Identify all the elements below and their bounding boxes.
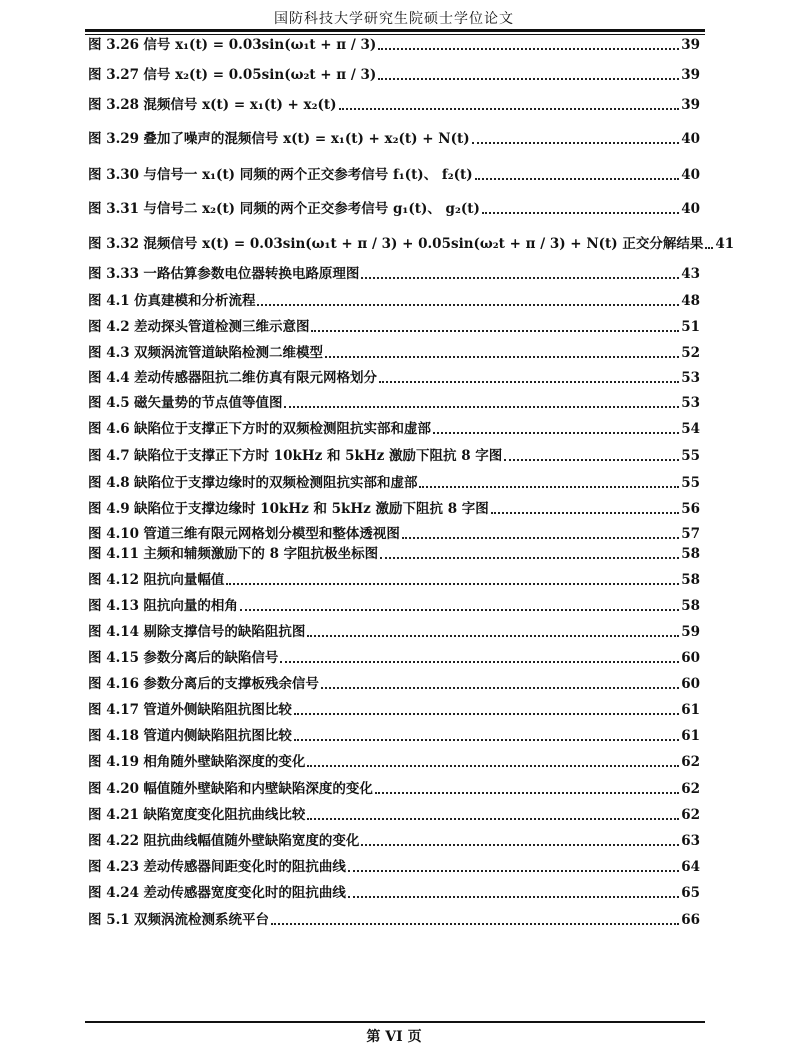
figure-title: 幅值随外壁缺陷和内壁缺陷深度的变化 — [143, 781, 373, 797]
figure-title: 一路估算参数电位器转换电路原理图 — [143, 266, 360, 282]
figure-number: 图 4.6 — [88, 421, 130, 437]
figure-title: 参数分离后的缺陷信号 — [143, 650, 279, 666]
toc-entry[interactable] — [88, 623, 700, 641]
figure-number: 图 4.23 — [88, 859, 140, 875]
dot-leader — [361, 277, 679, 279]
page-number-ref: 58 — [681, 572, 700, 588]
toc-entry[interactable] — [88, 318, 700, 336]
toc-entry[interactable] — [88, 166, 700, 184]
figure-number: 图 3.32 — [88, 236, 140, 252]
page-number-ref: 52 — [681, 345, 700, 361]
page-number-ref: 58 — [681, 546, 700, 562]
page-number-ref: 39 — [681, 67, 700, 83]
figure-number: 图 4.7 — [88, 448, 130, 464]
figure-title: 与信号一 x₁(t) 同频的两个正交参考信号 f₁(t)、 f₂(t) — [143, 167, 473, 183]
dot-leader — [348, 896, 679, 898]
figure-title: 相角随外壁缺陷深度的变化 — [143, 754, 306, 770]
dot-leader — [307, 635, 679, 637]
figure-number: 图 3.30 — [88, 167, 140, 183]
figure-number: 图 4.24 — [88, 885, 140, 901]
page-number-ref: 62 — [681, 781, 700, 797]
page-number-ref: 55 — [681, 448, 700, 464]
figure-number: 图 4.14 — [88, 624, 140, 640]
page-number-ref: 64 — [681, 859, 700, 875]
dot-leader — [380, 557, 679, 559]
figure-title: 差动传感器阻抗二维仿真有限元网格划分 — [133, 370, 377, 386]
page-number-ref: 63 — [681, 833, 700, 849]
dot-leader — [375, 792, 679, 794]
toc-entry[interactable] — [88, 884, 700, 902]
toc-entry[interactable] — [88, 701, 700, 719]
toc-entry[interactable] — [88, 727, 700, 745]
figure-number: 图 4.22 — [88, 833, 140, 849]
dot-leader — [419, 486, 679, 488]
figure-number: 图 4.20 — [88, 781, 140, 797]
toc-entry[interactable] — [88, 447, 700, 465]
figure-title: 双频涡流管道缺陷检测二维模型 — [133, 345, 323, 361]
figure-title: 阻抗曲线幅值随外壁缺陷宽度的变化 — [143, 833, 360, 849]
toc-entry[interactable] — [88, 235, 735, 253]
figure-number: 图 4.13 — [88, 598, 140, 614]
figure-title: 双频涡流检测系统平台 — [133, 912, 269, 928]
figure-number: 图 4.15 — [88, 650, 140, 666]
figure-title: 混频信号 x(t) = 0.03sin(ω₁t + π / 3) + 0.05sin(ω₂t + π / 3) + N(t) 正交分解结果 — [143, 236, 704, 252]
figure-number: 图 4.12 — [88, 572, 140, 588]
toc-entry[interactable] — [88, 858, 700, 876]
toc-entry[interactable] — [88, 394, 700, 412]
figure-number: 图 3.26 — [88, 37, 140, 53]
page-number-ref: 60 — [681, 676, 700, 692]
toc-entry[interactable] — [88, 911, 700, 929]
figure-title: 阻抗向量幅值 — [143, 572, 225, 588]
toc-entry[interactable] — [88, 525, 700, 543]
figure-title: 仿真建模和分析流程 — [133, 293, 256, 309]
figure-title: 差动探头管道检测三维示意图 — [133, 319, 310, 335]
figure-number: 图 4.17 — [88, 702, 140, 718]
page-number-ref: 53 — [681, 395, 700, 411]
page-number-ref: 39 — [681, 37, 700, 53]
dot-leader — [504, 459, 679, 461]
figure-title: 阻抗向量的相角 — [143, 598, 238, 614]
page-number-ref: 66 — [681, 912, 700, 928]
page-number-ref: 65 — [681, 885, 700, 901]
toc-entry[interactable] — [88, 292, 700, 310]
figure-number: 图 4.3 — [88, 345, 130, 361]
page-number-ref: 43 — [681, 266, 700, 282]
page-number-ref: 53 — [681, 370, 700, 386]
page-number-ref: 61 — [681, 728, 700, 744]
page-number-ref: 54 — [681, 421, 700, 437]
figure-title: 剔除支撑信号的缺陷阻抗图 — [143, 624, 306, 640]
figure-title: 叠加了噪声的混频信号 x(t) = x₁(t) + x₂(t) + N(t) — [143, 131, 470, 147]
figure-number: 图 4.8 — [88, 475, 130, 491]
toc-entry[interactable] — [88, 675, 700, 693]
toc-entry[interactable] — [88, 265, 700, 283]
toc-entry[interactable] — [88, 344, 700, 362]
dot-leader — [307, 765, 679, 767]
dot-leader — [325, 356, 679, 358]
toc-entry[interactable] — [88, 474, 700, 492]
figure-number: 图 3.28 — [88, 97, 140, 113]
dot-leader — [257, 304, 679, 306]
figure-title: 磁矢量势的节点值等值图 — [133, 395, 283, 411]
toc-entry[interactable] — [88, 753, 700, 771]
figure-title: 主频和辅频激励下的 8 字阻抗极坐标图 — [143, 546, 379, 562]
dot-leader — [379, 381, 679, 383]
page-number-ref: 61 — [681, 702, 700, 718]
figure-number: 图 4.10 — [88, 526, 140, 542]
figure-number: 图 3.29 — [88, 131, 140, 147]
figure-title: 管道三维有限元网格划分模型和整体透视图 — [143, 526, 400, 542]
figure-number: 图 4.19 — [88, 754, 140, 770]
dot-leader — [491, 512, 679, 514]
page-number: 第 VI 页 — [366, 1029, 422, 1045]
toc-entry[interactable] — [88, 780, 700, 798]
page-number-ref: 62 — [681, 754, 700, 770]
toc-entry[interactable] — [88, 130, 700, 148]
figure-number: 图 4.16 — [88, 676, 140, 692]
dot-leader — [294, 713, 679, 715]
toc-entry[interactable] — [88, 200, 700, 218]
figure-title: 缺陷宽度变化阻抗曲线比较 — [143, 807, 306, 823]
page-number-ref: 40 — [681, 131, 700, 147]
figure-number: 图 4.1 — [88, 293, 130, 309]
figure-number: 图 4.21 — [88, 807, 140, 823]
dot-leader — [475, 178, 680, 180]
dot-leader — [361, 844, 679, 846]
dot-leader — [433, 432, 679, 434]
page-number-ref: 41 — [715, 236, 735, 252]
dot-leader — [378, 48, 679, 50]
figure-title: 参数分离后的支撑板残余信号 — [143, 676, 319, 692]
dot-leader — [378, 78, 679, 80]
figure-number: 图 4.11 — [88, 546, 140, 562]
page-number-ref: 58 — [681, 598, 700, 614]
toc-entry[interactable] — [88, 420, 700, 438]
figure-title: 差动传感器间距变化时的阻抗曲线 — [143, 859, 346, 875]
page-number-ref: 48 — [681, 293, 700, 309]
figure-number: 图 4.2 — [88, 319, 130, 335]
figure-number: 图 4.18 — [88, 728, 140, 744]
footer-rule — [85, 1021, 705, 1023]
figure-title: 混频信号 x(t) = x₁(t) + x₂(t) — [143, 97, 337, 113]
figure-number: 图 3.27 — [88, 67, 140, 83]
toc-entry[interactable] — [88, 66, 700, 84]
toc-entry[interactable] — [88, 500, 700, 518]
toc-entry[interactable] — [88, 571, 700, 589]
dot-leader — [311, 330, 679, 332]
figure-number: 图 4.9 — [88, 501, 130, 517]
figure-list — [88, 0, 735, 1000]
toc-entry[interactable] — [88, 597, 700, 615]
figure-title: 与信号二 x₂(t) 同频的两个正交参考信号 g₁(t)、 g₂(t) — [143, 201, 480, 217]
page-number-ref: 56 — [681, 501, 700, 517]
page-number-ref: 57 — [681, 526, 700, 542]
dot-leader — [705, 247, 713, 249]
figure-title: 管道内侧缺陷阻抗图比较 — [143, 728, 292, 744]
figure-number: 图 4.4 — [88, 370, 130, 386]
page-number-ref: 40 — [681, 201, 700, 217]
page-number-ref: 39 — [681, 97, 700, 113]
page-number-ref: 55 — [681, 475, 700, 491]
page-number-ref: 60 — [681, 650, 700, 666]
toc-entry[interactable] — [88, 36, 700, 54]
toc-entry[interactable] — [88, 545, 700, 563]
figure-title: 缺陷位于支撑边缘时的双频检测阻抗实部和虚部 — [133, 475, 418, 491]
figure-title: 缺陷位于支撑边缘时 10kHz 和 5kHz 激励下阻抗 8 字图 — [133, 501, 489, 517]
dot-leader — [294, 739, 679, 741]
figure-number: 图 3.33 — [88, 266, 140, 282]
dot-leader — [226, 583, 679, 585]
toc-entry[interactable] — [88, 649, 700, 667]
dot-leader — [472, 142, 680, 144]
dot-leader — [321, 687, 679, 689]
dot-leader — [482, 212, 679, 214]
figure-title: 信号 x₂(t) = 0.05sin(ω₂t + π / 3) — [143, 67, 377, 83]
dot-leader — [284, 406, 679, 408]
page-number-ref: 59 — [681, 624, 700, 640]
toc-entry[interactable] — [88, 832, 700, 850]
dot-leader — [402, 537, 679, 539]
figure-title: 缺陷位于支撑正下方时 10kHz 和 5kHz 激励下阻抗 8 字图 — [133, 448, 503, 464]
page-header-title: 国防科技大学研究生院硕士学位论文 — [274, 11, 514, 27]
figure-title: 差动传感器宽度变化时的阻抗曲线 — [143, 885, 346, 901]
dot-leader — [339, 108, 680, 110]
figure-title: 管道外侧缺陷阻抗图比较 — [143, 702, 292, 718]
page-number-ref: 62 — [681, 807, 700, 823]
toc-entry[interactable] — [88, 96, 700, 114]
dot-leader — [307, 818, 679, 820]
figure-number: 图 5.1 — [88, 912, 130, 928]
figure-title: 信号 x₁(t) = 0.03sin(ω₁t + π / 3) — [143, 37, 377, 53]
page-number-ref: 40 — [681, 167, 700, 183]
toc-entry[interactable] — [88, 806, 700, 824]
dot-leader — [271, 923, 679, 925]
figure-number: 图 4.5 — [88, 395, 130, 411]
dot-leader — [280, 661, 679, 663]
page-number-ref: 51 — [681, 319, 700, 335]
dot-leader — [348, 870, 679, 872]
figure-number: 图 3.31 — [88, 201, 140, 217]
figure-title: 缺陷位于支撑正下方时的双频检测阻抗实部和虚部 — [133, 421, 431, 437]
toc-entry[interactable] — [88, 369, 700, 387]
dot-leader — [240, 609, 679, 611]
